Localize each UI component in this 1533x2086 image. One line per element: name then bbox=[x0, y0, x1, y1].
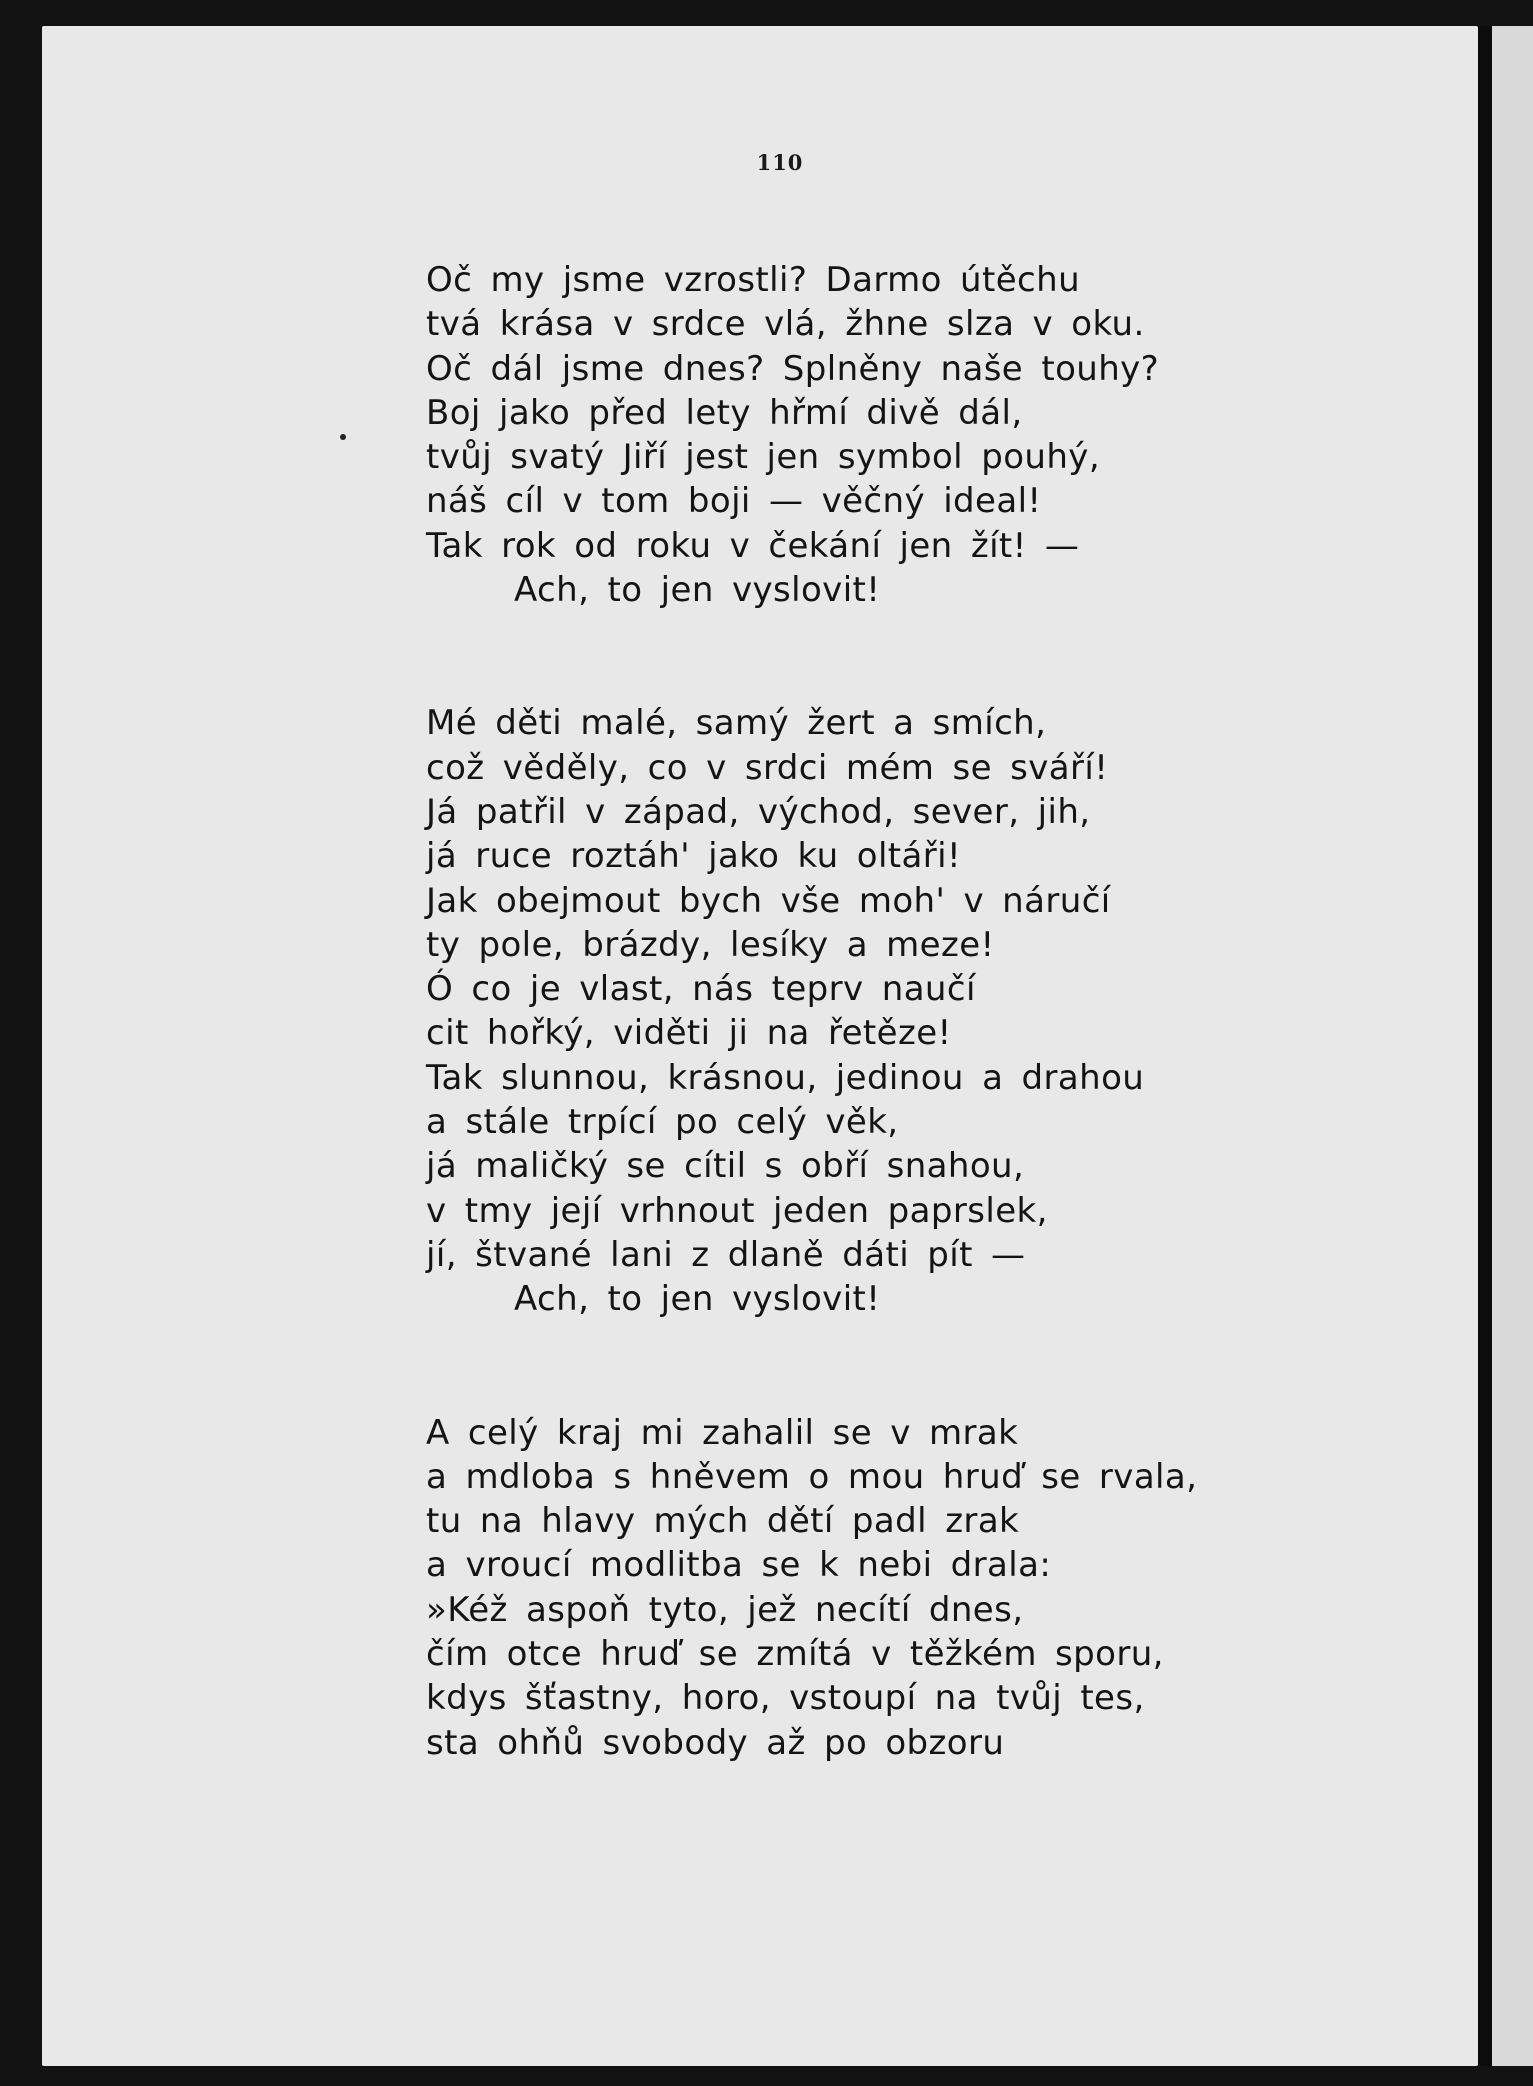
verse-line: v tmy její vrhnout jeden paprslek, bbox=[426, 1190, 1048, 1231]
verse-line: Boj jako před lety hřmí divě dál, bbox=[426, 392, 1023, 433]
verse-line: ty pole, brázdy, lesíky a meze! bbox=[426, 924, 995, 965]
adjacent-page-edge bbox=[1492, 26, 1533, 2066]
verse-line: Já patřil v západ, východ, sever, jih, bbox=[426, 791, 1091, 832]
verse-line: já ruce roztáh' jako ku oltáři! bbox=[426, 836, 962, 877]
verse-line: a mdloba s hněvem o mou hruď se rvala, bbox=[426, 1456, 1198, 1497]
verse-line: Oč my jsme vzrostli? Darmo útěchu bbox=[426, 260, 1081, 300]
verse-line: A celý kraj mi zahalil se v mrak bbox=[426, 1412, 1019, 1453]
verse-line: tvá krása v srdce vlá, žhne slza v oku. bbox=[426, 304, 1145, 345]
verse-line: tvůj svatý Jiří jest jen symbol pouhý, bbox=[426, 437, 1101, 478]
stanza bbox=[426, 1411, 1426, 1765]
refrain-line: Ach, to jen vyslovit! bbox=[514, 1279, 881, 1320]
verse-line: čím otce hruď se zmítá v těžkém sporu, bbox=[426, 1634, 1164, 1675]
verse-line: sta ohňů svobody až po obzoru bbox=[426, 1722, 1005, 1763]
verse-line: tu na hlavy mých dětí padl zrak bbox=[426, 1501, 1020, 1542]
poem bbox=[426, 258, 1426, 1765]
verse-line: Mé děti malé, samý žert a smích, bbox=[426, 703, 1047, 744]
verse-line: jí, štvané lani z dlaně dáti pít — bbox=[426, 1234, 1026, 1275]
verse-line: kdys šťastny, horo, vstoupí na tvůj tes, bbox=[426, 1678, 1145, 1719]
verse-line: Jak obejmout bych vše moh' v náručí bbox=[426, 880, 1111, 921]
verse-line: Tak slunnou, krásnou, jedinou a drahou bbox=[426, 1057, 1145, 1098]
verse-line: cit hořký, viděti ji na řetěze! bbox=[426, 1013, 952, 1054]
page-edge-shadow bbox=[1478, 26, 1492, 2066]
stanza bbox=[426, 258, 1426, 612]
stanza bbox=[426, 701, 1426, 1321]
verse-line: a vroucí modlitba se k nebi drala: bbox=[426, 1545, 1052, 1586]
print-speck bbox=[340, 434, 346, 440]
verse-line: Tak rok od roku v čekání jen žít! — bbox=[426, 525, 1080, 566]
verse-line: Ó co je vlast, nás teprv naučí bbox=[426, 969, 976, 1010]
verse-line: což věděly, co v srdci mém se sváří! bbox=[426, 747, 1109, 788]
verse-line: náš cíl v tom boji — věčný ideal! bbox=[426, 481, 1042, 522]
verse-line: a stále trpící po celý věk, bbox=[426, 1102, 899, 1143]
verse-line: Oč dál jsme dnes? Splněny naše touhy? bbox=[426, 348, 1160, 389]
verse-line: »Kéž aspoň tyto, jež necítí dnes, bbox=[426, 1589, 1024, 1630]
page-number: 110 bbox=[756, 150, 804, 175]
refrain-line: Ach, to jen vyslovit! bbox=[514, 570, 881, 611]
verse-line: já maličký se cítil s obří snahou, bbox=[426, 1146, 1025, 1187]
